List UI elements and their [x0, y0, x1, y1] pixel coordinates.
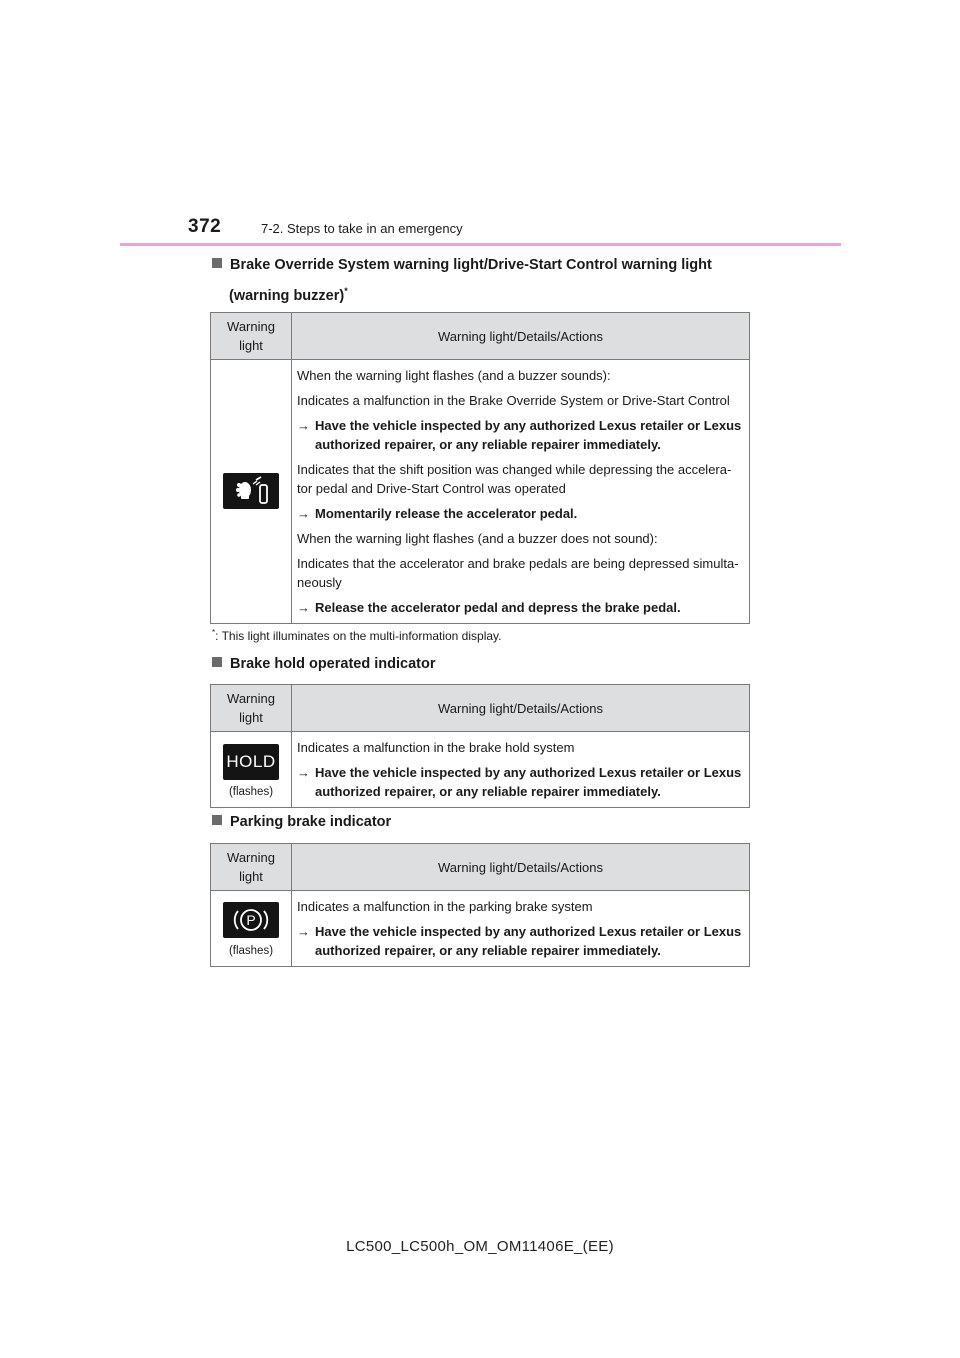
parking-brake-table [210, 843, 750, 967]
document-code: LC500_LC500h_OM_OM11406E_(EE) [346, 1238, 614, 1255]
condition-text: When the warning light flashes (and a buzzer does not sound): [297, 531, 658, 546]
col-warning-light: Warning light [211, 313, 292, 360]
icon-caption: (flashes) [228, 785, 274, 798]
square-bullet-icon [212, 657, 222, 667]
svg-text:P: P [246, 912, 256, 928]
heading-brake-hold: Brake hold operated indicator [212, 651, 435, 677]
arrow-right-icon: → [297, 924, 310, 939]
brake-override-foot-pedal-icon [223, 473, 279, 509]
footnote-mark: * [212, 628, 216, 637]
action-text: → Have the vehicle inspected by any authorized Lexus retailer or Lexus authorized repairer, or any reliable repairer immediately. [297, 765, 742, 799]
arrow-right-icon: → [297, 506, 310, 521]
arrow-right-icon: → [297, 418, 310, 433]
brake-hold-table [210, 684, 750, 808]
col-details: Warning light/Details/Actions [292, 313, 750, 360]
action-text: → Have the vehicle inspected by any authorized Lexus retailer or Lexus authorized repairer, or any reliable repairer immediately. [297, 924, 742, 958]
description-text: Indicates that the shift position was changed while depressing the accelera-tor pedal and Drive-Start Control was operated [297, 462, 732, 496]
heading-parking-brake: Parking brake indicator [212, 809, 391, 835]
description-text: Indicates that the accelerator and brake pedals are being depressed simulta-neously [297, 556, 739, 590]
square-bullet-icon [212, 258, 222, 268]
parking-brake-p-icon [223, 902, 279, 938]
footnote-text: : This light illuminates on the multi-information display. [215, 629, 502, 643]
details-cell [292, 732, 750, 808]
heading-line2: (warning buzzer) [229, 287, 345, 304]
heading-brake-override [212, 252, 712, 309]
icon-cell [211, 360, 292, 624]
col-details: Warning light/Details/Actions [292, 844, 750, 891]
table-row [211, 732, 750, 808]
action-text: → Release the accelerator pedal and depress the brake pedal. [297, 600, 681, 615]
action-text: → Momentarily release the accelerator pedal. [297, 506, 578, 521]
square-bullet-icon [212, 815, 222, 825]
heading-footnote-mark: * [344, 286, 348, 296]
icon-cell [211, 732, 292, 808]
icon-cell [211, 891, 292, 967]
col-warning-light: Warning light [211, 844, 292, 891]
hold-indicator-icon: HOLD [223, 744, 279, 780]
col-warning-light: Warning light [211, 685, 292, 732]
description-text: Indicates a malfunction in the parking brake system [297, 899, 593, 914]
action-text: → Have the vehicle inspected by any authorized Lexus retailer or Lexus authorized repairer, or any reliable repairer immediately. [297, 418, 742, 452]
arrow-right-icon: → [297, 600, 310, 615]
col-details: Warning light/Details/Actions [292, 685, 750, 732]
footnote [212, 628, 501, 643]
header-rule [120, 243, 841, 246]
condition-text: When the warning light flashes (and a buzzer sounds): [297, 368, 611, 383]
page-number: 372 [188, 216, 222, 237]
brake-override-table [210, 312, 750, 624]
section-title: 7-2. Steps to take in an emergency [261, 221, 463, 236]
details-cell [292, 360, 750, 624]
table-row [211, 360, 750, 624]
icon-caption: (flashes) [228, 945, 274, 957]
heading-line1: Brake Override System warning light/Drive-Start Control warning light [230, 257, 712, 273]
table-row [211, 891, 750, 967]
details-cell [292, 891, 750, 967]
description-text: Indicates a malfunction in the brake hold system [297, 740, 575, 755]
description-text: Indicates a malfunction in the Brake Override System or Drive-Start Control [297, 393, 730, 408]
arrow-right-icon: → [297, 765, 310, 780]
